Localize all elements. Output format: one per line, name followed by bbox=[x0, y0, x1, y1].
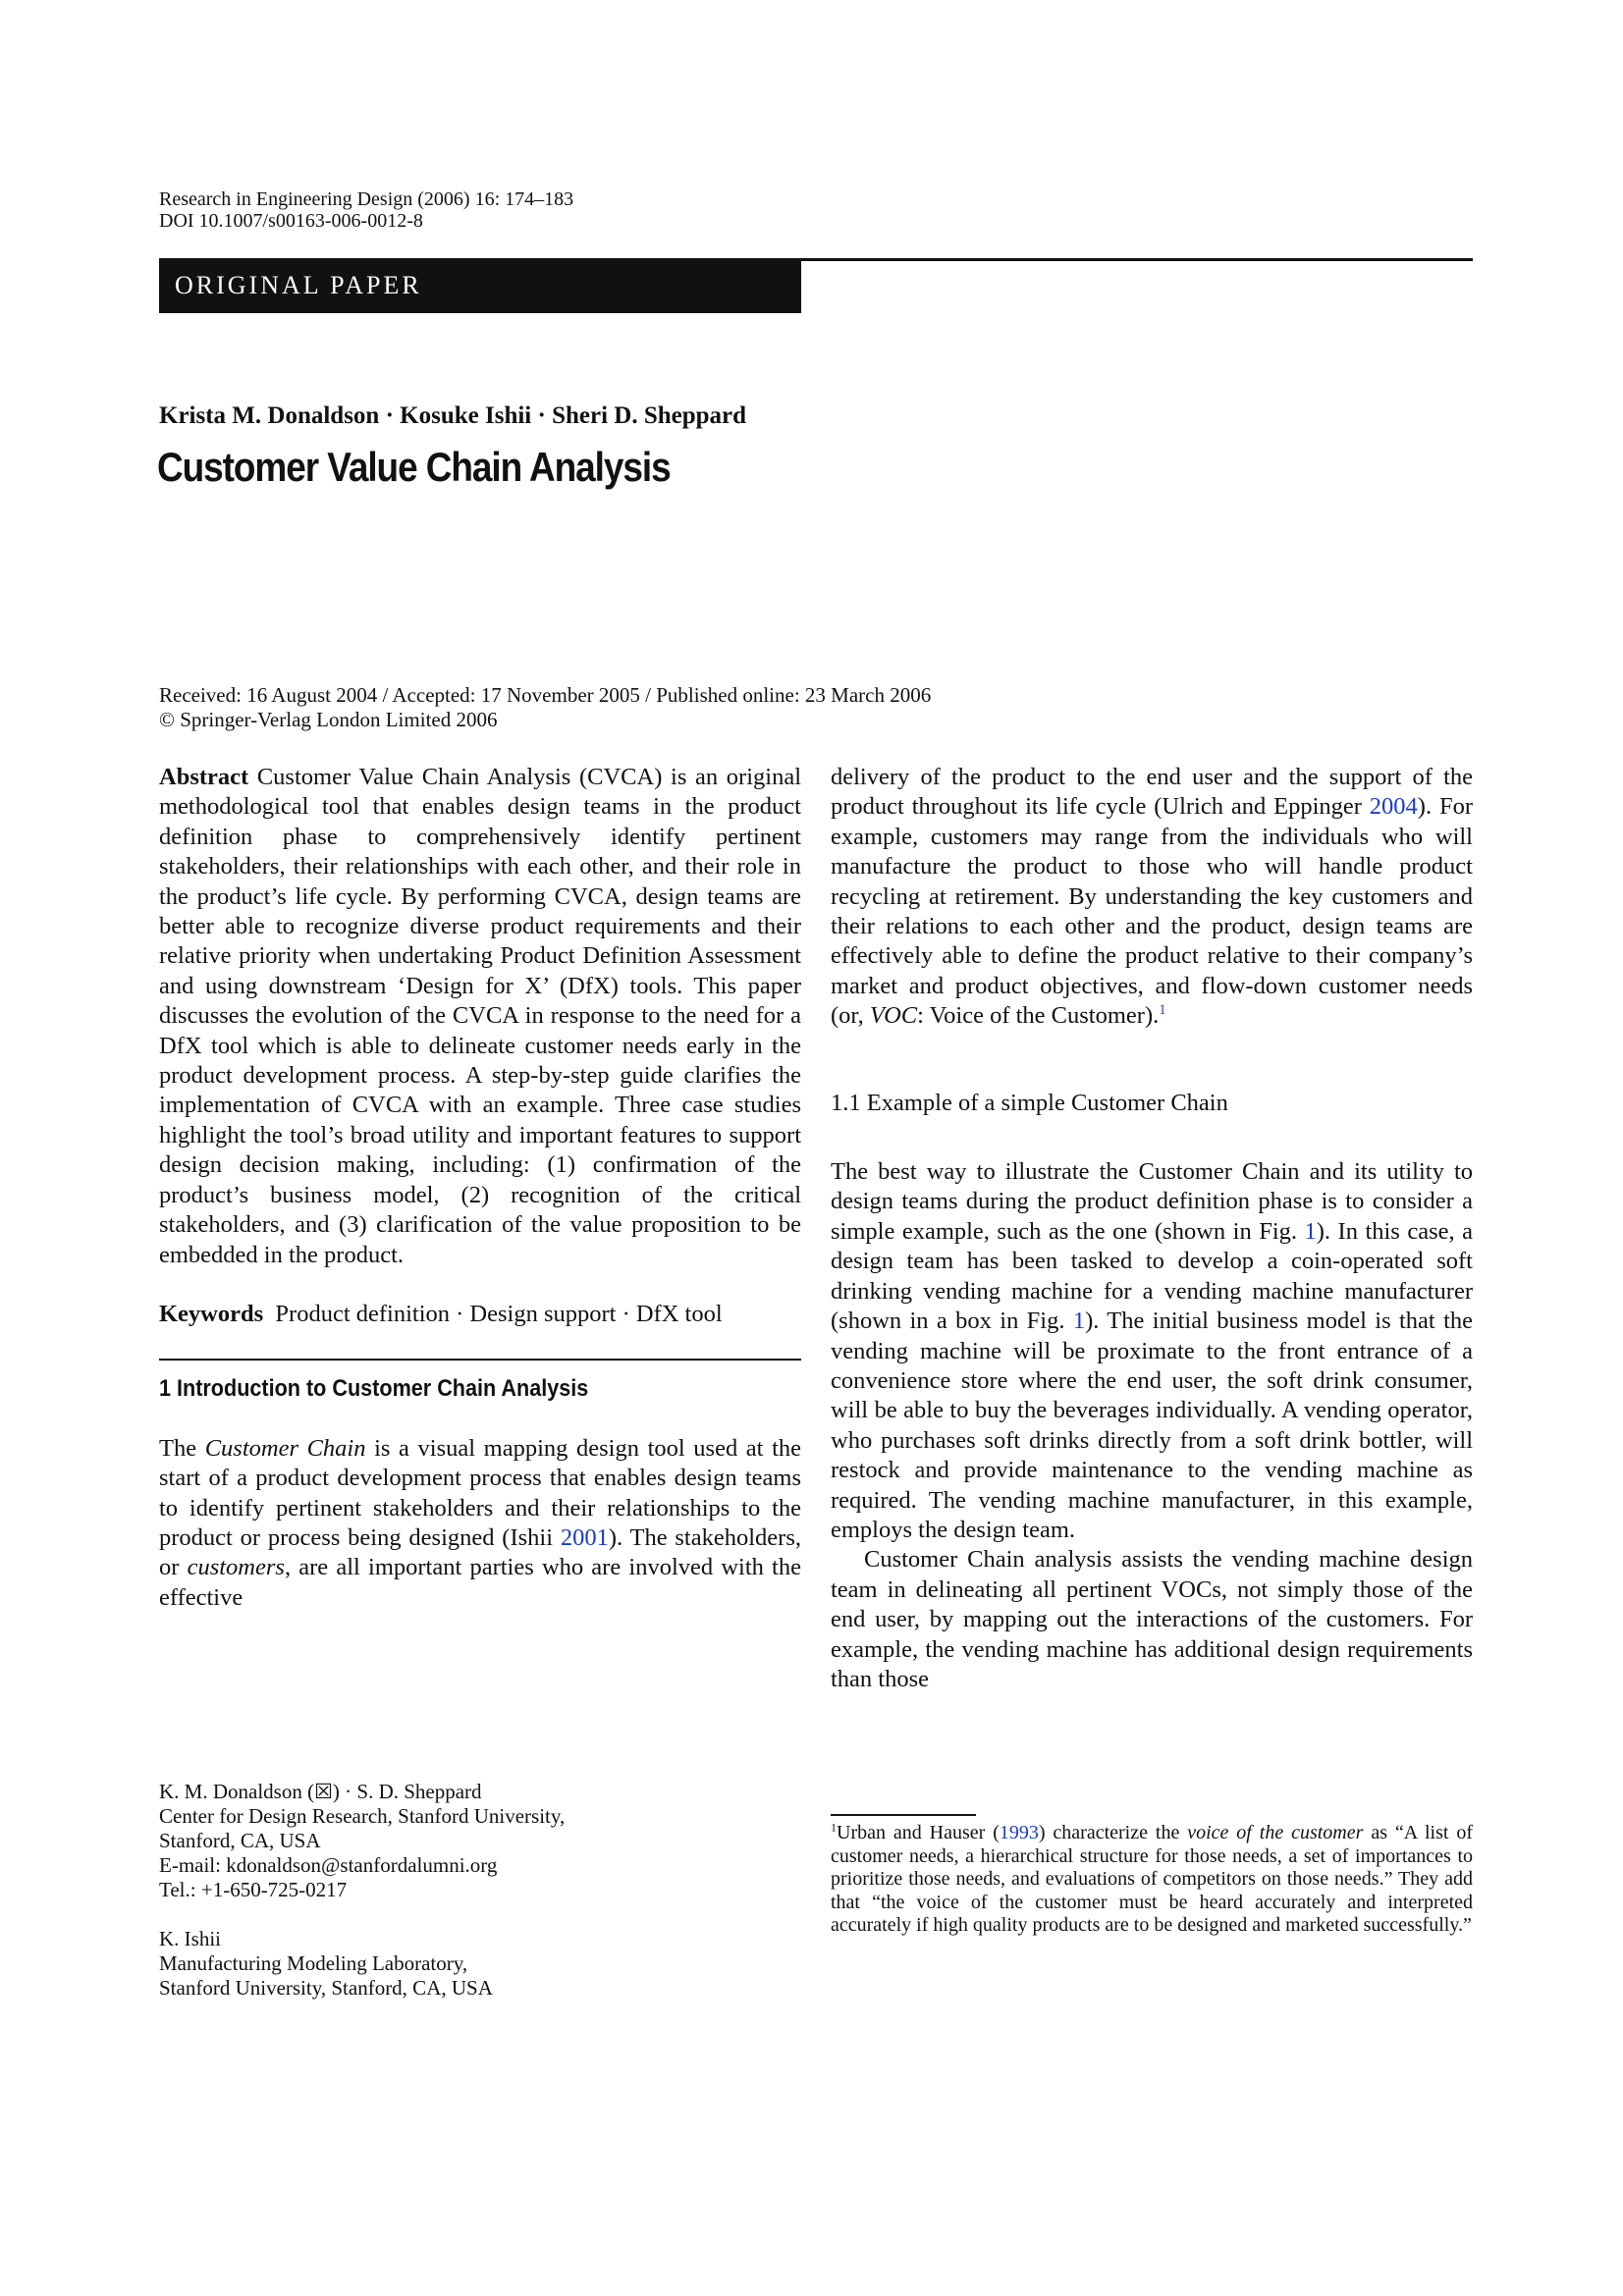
journal-header bbox=[159, 188, 573, 232]
figure-link[interactable]: 1 bbox=[1304, 1217, 1317, 1245]
example-paragraph: The best way to illustrate the Customer Chain and its utility to design teams during the product definition phase is to consider a simple example, such as the one (shown in Fig. 1). In this case, a design team has been tasked to develop a coin-operated soft drinking vending machine for a vending machine manufacturer (shown in a box in Fig. 1). The initial business model is that the vending machine will be proximate to the front entrance of a convenience store where the end user, the soft drink consumer, will be able to buy the beverages individually. A vending operator, who purchases soft drinks directly from a soft drink bottler, will restock and provide maintenance to the vending machine as required. The vending machine manufacturer, in this example, employs the design team. bbox=[831, 1158, 1474, 1543]
affiliation-line: Stanford University, Stanford, CA, USA bbox=[159, 1976, 493, 2000]
section-heading: 1 Introduction to Customer Chain Analysis bbox=[159, 1375, 589, 1403]
journal-citation: Research in Engineering Design (2006) 16: 174–183 bbox=[159, 188, 574, 210]
contact-phone: Tel.: +1-650-725-0217 bbox=[159, 1878, 348, 1901]
affiliation-line: Stanford, CA, USA bbox=[159, 1829, 321, 1852]
doi: DOI 10.1007/s00163-006-0012-8 bbox=[159, 210, 423, 232]
author-affiliations bbox=[159, 1780, 801, 2001]
copyright: © Springer-Verlag London Limited 2006 bbox=[159, 708, 498, 731]
term-customers: customers bbox=[187, 1554, 285, 1581]
intro-continues-right: , are all important parties who are involved with the effective bbox=[159, 1554, 801, 1611]
abstract-label: Abstract bbox=[159, 764, 249, 790]
footnote-mark: 1 bbox=[831, 1820, 837, 1835]
author-list: Krista M. Donaldson · Kosuke Ishii · Sheri D. Sheppard bbox=[159, 402, 747, 429]
affiliation-line: K. Ishii bbox=[159, 1927, 221, 1950]
footnote-rule bbox=[831, 1814, 976, 1816]
footnote-ref[interactable]: 1 bbox=[1159, 1002, 1166, 1019]
term-voc: VOC bbox=[869, 1002, 918, 1030]
affiliation-line: Manufacturing Modeling Laboratory, bbox=[159, 1951, 468, 1975]
citation-link[interactable]: 2001 bbox=[560, 1523, 609, 1551]
term-customer-chain: Customer Chain bbox=[204, 1434, 366, 1462]
keywords-label: Keywords bbox=[159, 1300, 264, 1327]
affiliation-line: K. M. Donaldson (☒) · S. D. Sheppard bbox=[159, 1780, 482, 1803]
subsection-heading: 1.1 Example of a simple Customer Chain bbox=[831, 1089, 1228, 1116]
article-type-banner: ORIGINAL PAPER bbox=[159, 258, 801, 313]
citation-link[interactable]: 2004 bbox=[1369, 793, 1418, 821]
abstract bbox=[159, 763, 801, 1270]
term-voice-of-customer: voice of the customer bbox=[1187, 1822, 1364, 1843]
figure-link[interactable]: 1 bbox=[1072, 1308, 1086, 1335]
right-column bbox=[831, 763, 1473, 1694]
history-dates: Received: 16 August 2004 / Accepted: 17 November 2005 / Published online: 23 March 2006 bbox=[159, 683, 932, 707]
keywords bbox=[159, 1300, 801, 1329]
footnote: $^1$Urban and Hauser (1993) characterize the voice of the customer as “A list of customer needs, a hierarchical structure for those needs, a set of importances to prioritize those needs, and evaluations of competitors on those needs.” They add that “the voice of the customer must be heard accurately and interpreted accurately if high quality products are to be designed and marketed successfully.” bbox=[831, 1820, 1473, 1936]
publication-dates bbox=[159, 683, 931, 732]
intro-paragraph: The Customer Chain is a visual mapping design tool used at the start of a product development process that enables design teams to identify pertinent stakeholders and their relationships to the product or process being designed (Ishii 2001). The stakeholders, or customers, are all important parties who are involved with the effective bbox=[159, 1434, 802, 1611]
intro-paragraph-continued: delivery of the product to the end user and the support of the product throughout its life cycle (Ulrich and Eppinger 2004). For example, customers may range from the individuals who will manufacture the product to those who will handle product recycling at retirement. By understanding the key customers and their relations to each other and the product, design teams are effectively able to define the product relative to their company’s market and product objectives, and flow-down customer needs (or, VOC: Voice of the Customer).$^1$ bbox=[831, 764, 1473, 1030]
paper-title: Customer Value Chain Analysis bbox=[157, 444, 671, 490]
contact-email[interactable]: E-mail: kdonaldson@stanfordalumni.org bbox=[159, 1853, 498, 1877]
citation-link[interactable]: 1993 bbox=[999, 1822, 1039, 1843]
keywords-text: Product definition · Design support · DfX tool bbox=[275, 1300, 723, 1327]
abstract-text: Customer Value Chain Analysis (CVCA) is an original methodological tool that enables design teams in the product definition phase to comprehensively identify pertinent stakeholders, their relationships with each other, and their role in the product’s life cycle. By performing CVCA, design teams are better able to recognize diverse product requirements and their relative priority when undertaking Product Definition Assessment and using downstream ‘Design for X’ (DfX) tools. This paper discusses the evolution of the CVCA in response to the need for a DfX tool which is able to delineate customer needs early in the product development process. A step-by-step guide clarifies the implementation of CVCA with an example. Three case studies highlight the tool’s broad utility and important features to support design decision making, including: (1) confirmation of the product’s business model, (2) recognition of the critical stakeholders, and (3) clarification of the value proposition to be embedded in the product. bbox=[159, 764, 801, 1268]
affiliation-line: Center for Design Research, Stanford University, bbox=[159, 1804, 566, 1828]
section-rule bbox=[159, 1359, 801, 1361]
left-column bbox=[159, 763, 801, 1613]
analysis-paragraph: Customer Chain analysis assists the vending machine design team in delineating all pertinent VOCs, not simply those of the end user, by mapping out the interactions of the customers. For example, the vending machine has additional design requirements than those bbox=[831, 1546, 1473, 1692]
